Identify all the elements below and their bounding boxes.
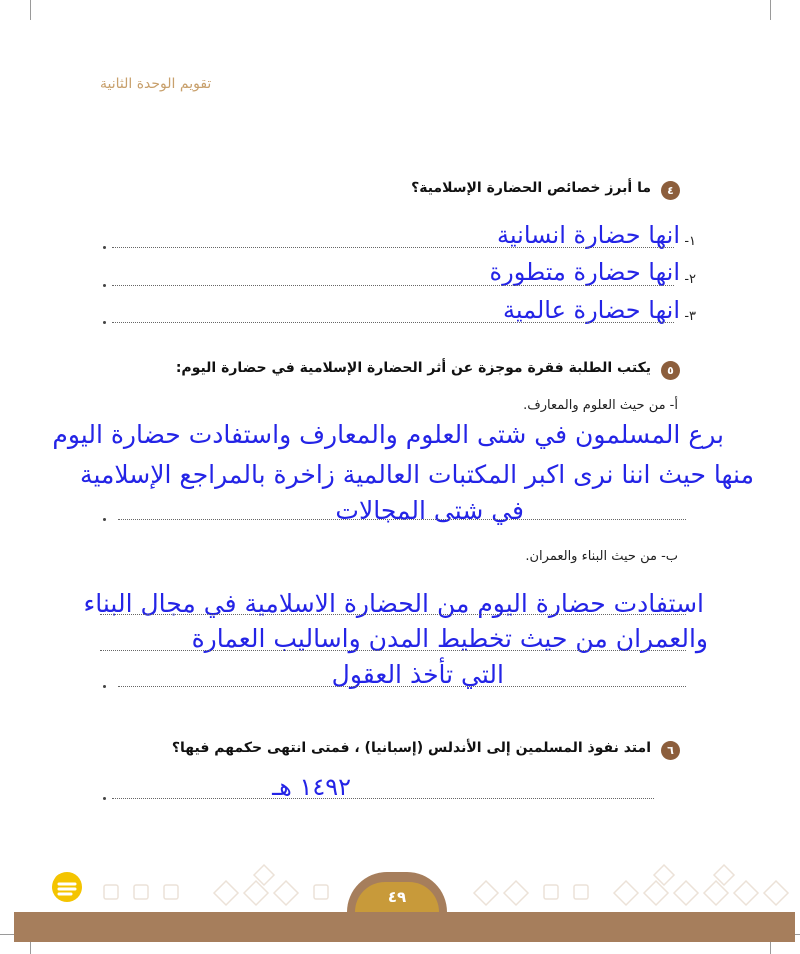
question-text: يكتب الطلبة فقرة موجزة عن أثر الحضارة الإسلامية في حضارة اليوم: xyxy=(175,360,651,376)
answer-line xyxy=(118,686,686,687)
footer-band xyxy=(14,912,795,942)
crop-mark xyxy=(770,0,771,20)
answer-index: ٢- xyxy=(684,272,696,287)
line-end-point xyxy=(103,321,106,324)
line-end-point xyxy=(103,246,106,249)
line-end-point xyxy=(103,685,106,688)
sub-question-label: ب- من حيث البناء والعمران. xyxy=(525,549,678,564)
answer-line xyxy=(112,285,674,286)
page-number: ٤٩ xyxy=(355,882,439,912)
question-text: ما أبرز خصائص الحضارة الإسلامية؟ xyxy=(411,180,651,196)
handwritten-answer-line: والعمران من حيث تخطيط المدن واساليب العمارة xyxy=(191,624,708,653)
answer-index: ١- xyxy=(684,234,696,249)
answer-line xyxy=(112,247,674,248)
answer-line xyxy=(100,614,686,615)
line-end-point xyxy=(103,284,106,287)
question-number-badge: ٤ xyxy=(661,181,680,200)
unit-title: تقويم الوحدة الثانية xyxy=(100,76,212,92)
handwritten-answer: انها حضارة عالمية xyxy=(502,296,680,324)
answer-index: ٣- xyxy=(684,309,696,324)
question-text: امتد نفوذ المسلمين إلى الأندلس (إسبانيا) ، فمتى انتهى حكمهم فيها؟ xyxy=(171,740,651,756)
handwritten-answer-line: منها حيث اننا نرى اكبر المكتبات العالمية زاخرة بالمراجع الإسلامية xyxy=(80,460,754,489)
answer-line xyxy=(112,322,674,323)
crop-mark xyxy=(0,934,14,935)
line-end-point xyxy=(103,518,106,521)
crop-mark xyxy=(30,0,31,20)
handwritten-answer: انها حضارة انسانية xyxy=(497,221,680,249)
answer-line xyxy=(100,650,686,651)
handwritten-answer-line: التي تأخذ العقول xyxy=(331,660,504,689)
question-number-badge: ٥ xyxy=(661,361,680,380)
handwritten-answer: انها حضارة متطورة xyxy=(489,258,680,286)
handwritten-answer: ١٤٩٢ هـ xyxy=(272,773,351,801)
handwritten-answer-line: برع المسلمون في شتى العلوم والمعارف واستفادت حضارة اليوم xyxy=(52,420,724,449)
answer-line xyxy=(112,798,654,799)
question-number-badge: ٦ xyxy=(661,741,680,760)
publisher-logo-icon xyxy=(50,870,84,904)
handwritten-answer-line: في شتى المجالات xyxy=(335,496,524,525)
line-end-point xyxy=(103,797,106,800)
answer-line xyxy=(118,519,686,520)
sub-question-label: أ- من حيث العلوم والمعارف. xyxy=(523,398,678,413)
handwritten-answer-line: استفادت حضارة اليوم من الحضارة الاسلامية في مجال البناء xyxy=(83,589,704,618)
